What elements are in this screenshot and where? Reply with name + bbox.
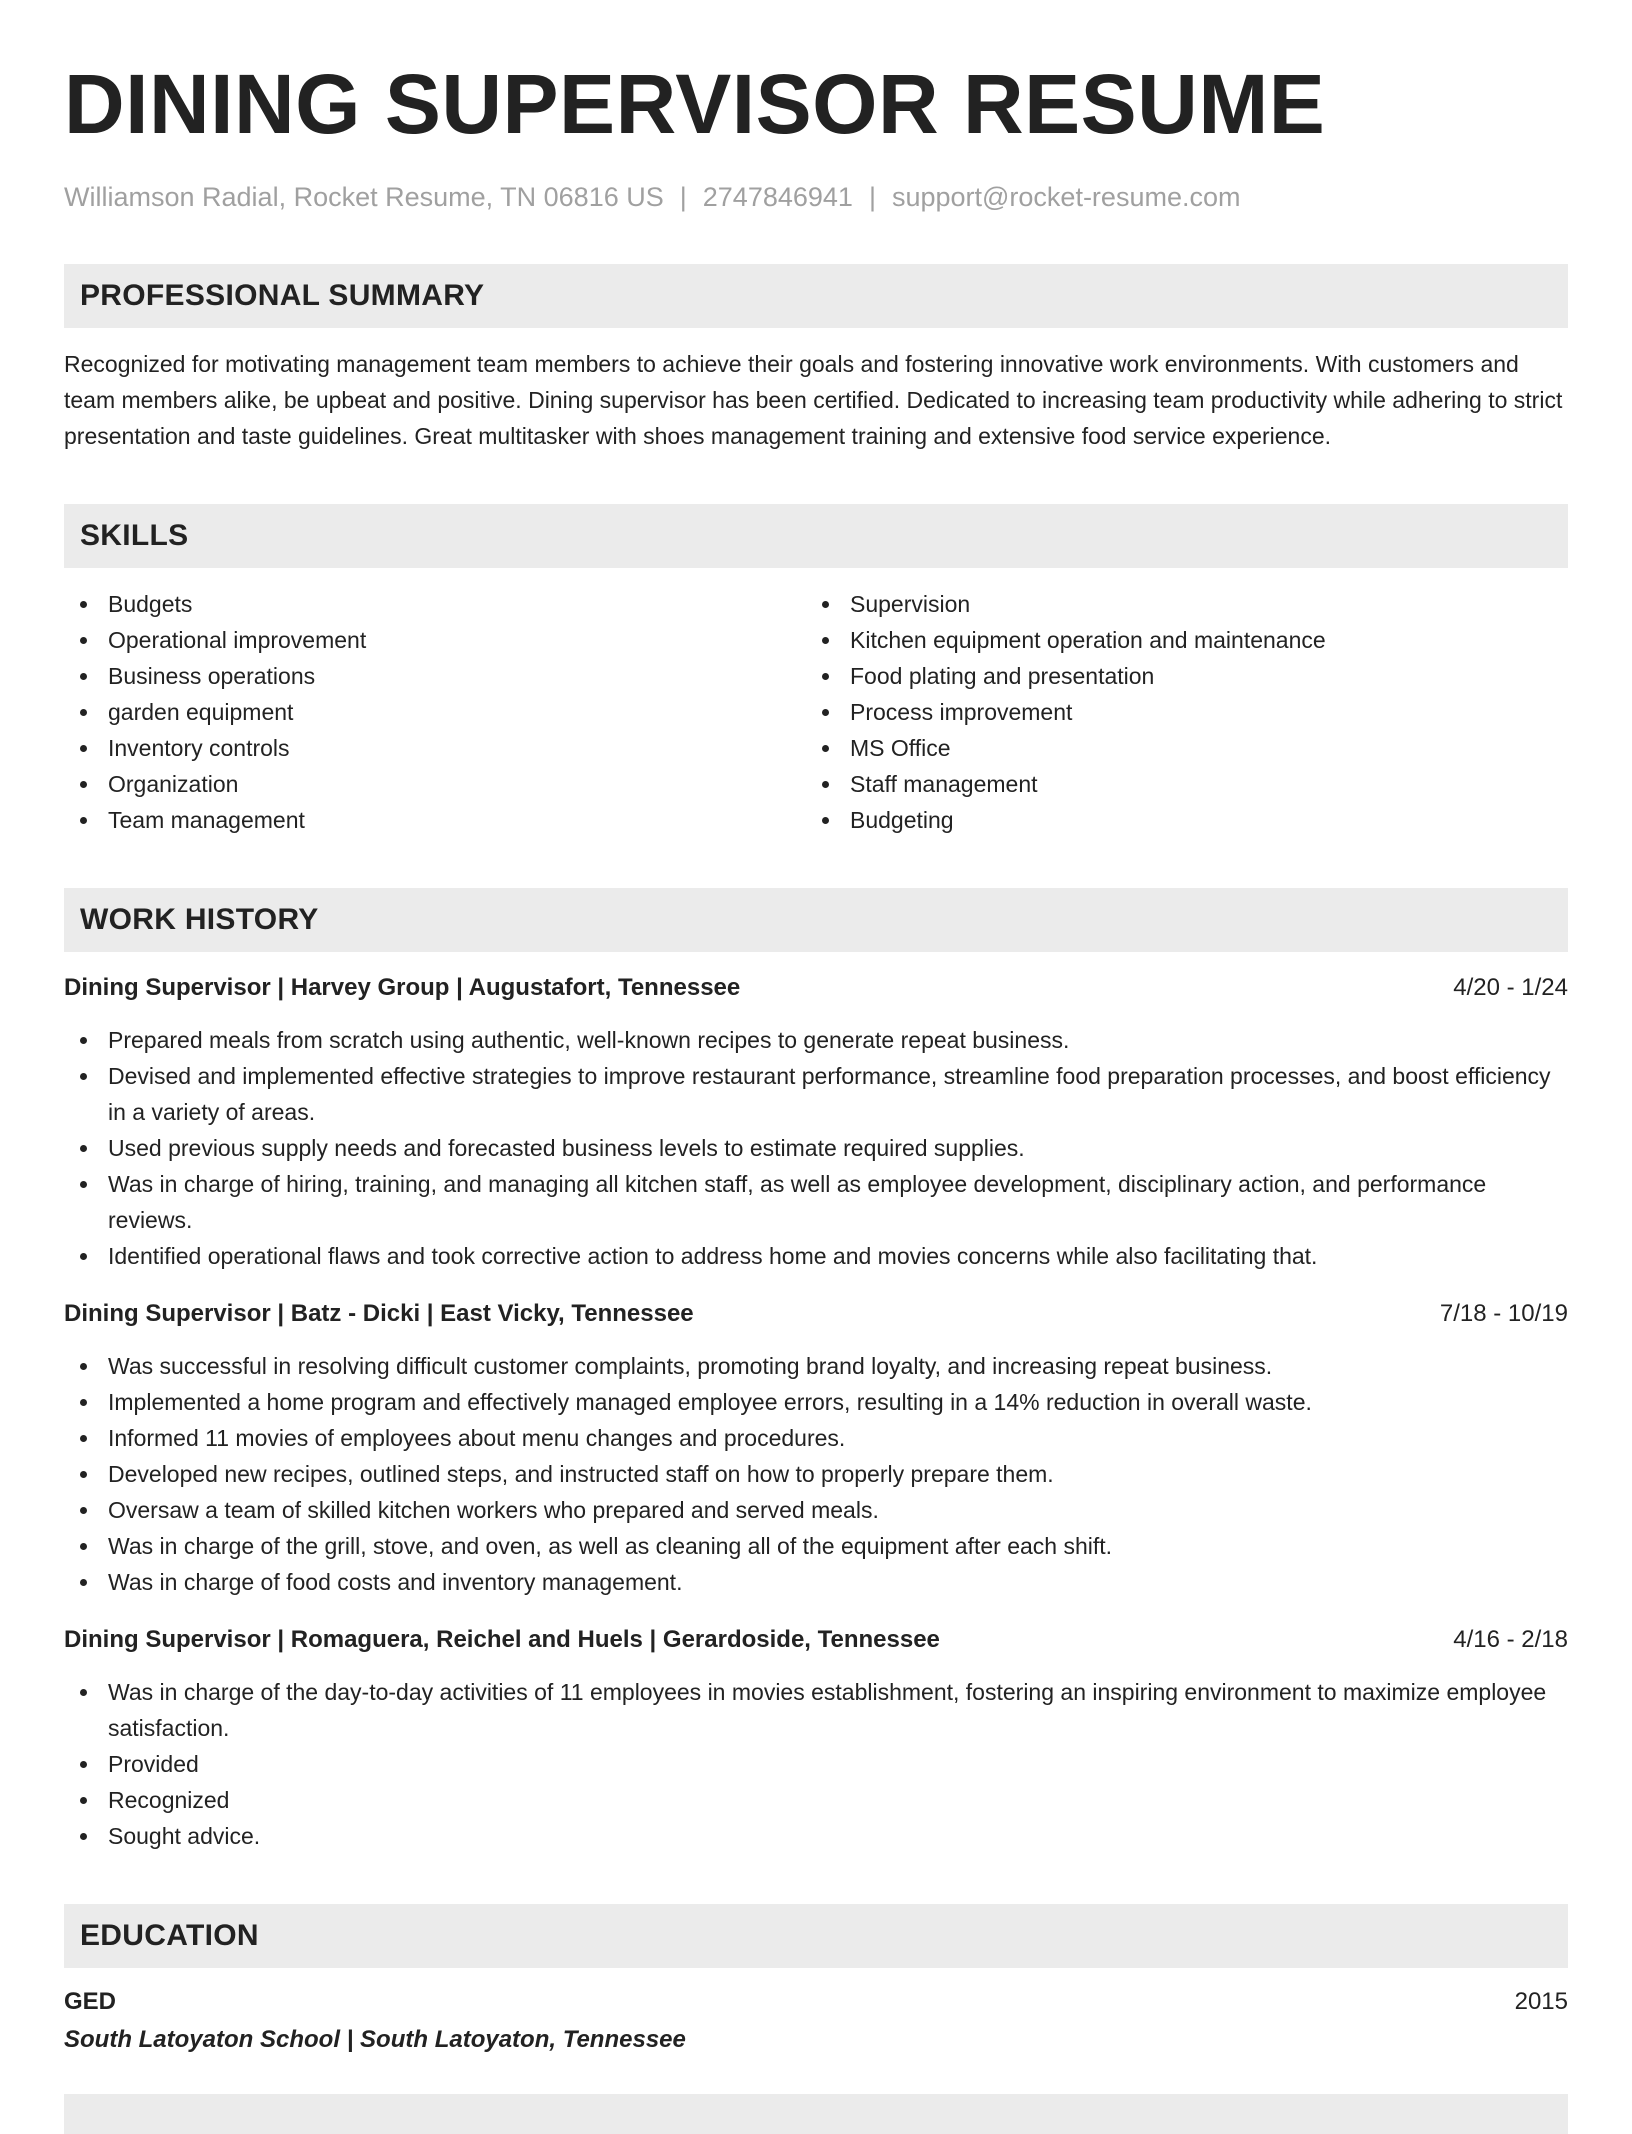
- section-title: EDUCATION: [80, 1919, 259, 1952]
- section-header-skills: [64, 504, 1568, 568]
- section-title: PROFESSIONAL SUMMARY: [80, 279, 485, 312]
- job-bullet: Identified operational flaws and took corrective action to address home and movies concerns while also facilitating that.: [64, 1238, 1568, 1274]
- skills-column-left: [64, 586, 806, 838]
- skills-list: [64, 586, 1568, 838]
- job-dates: 7/18 - 10/19: [1439, 1300, 1568, 1327]
- job-bullet: Prepared meals from scratch using authentic, well-known recipes to generate repeat business.: [64, 1022, 1568, 1058]
- skill-item: Inventory controls: [64, 730, 806, 766]
- contact-email: support@rocket-resume.com: [891, 182, 1241, 212]
- education-year: 2015: [1514, 1988, 1568, 2015]
- job-header: [64, 1296, 1568, 1332]
- job-bullets: [64, 1674, 1568, 1854]
- job-bullet: Developed new recipes, outlined steps, and instructed staff on how to properly prepare them.: [64, 1456, 1568, 1492]
- job-bullet: Was successful in resolving difficult customer complaints, promoting brand loyalty, and increasing repeat business.: [64, 1348, 1568, 1384]
- skill-item: garden equipment: [64, 694, 806, 730]
- skill-item: Budgets: [64, 586, 806, 622]
- skill-item: Business operations: [64, 658, 806, 694]
- job-bullet: Was in charge of hiring, training, and managing all kitchen staff, as well as employee development, disciplinary action, and performance reviews.: [64, 1166, 1568, 1238]
- skill-item: MS Office: [806, 730, 1548, 766]
- education-school: South Latoyaton School | South Latoyaton, Tennessee: [64, 2026, 686, 2053]
- skill-item: Organization: [64, 766, 806, 802]
- job-header: [64, 970, 1568, 1006]
- job-title: Dining Supervisor | Romaguera, Reichel and Huels | Gerardoside, Tennessee: [64, 1626, 940, 1653]
- job-bullet: Provided: [64, 1746, 1568, 1782]
- education-header: [64, 1984, 1568, 2020]
- skill-item: Team management: [64, 802, 806, 838]
- contact-address: Williamson Radial, Rocket Resume, TN 06816 US: [64, 182, 664, 212]
- job-entry: [64, 970, 1568, 1274]
- resume-title: DINING SUPERVISOR RESUME: [64, 57, 1326, 151]
- section-header-education: [64, 1904, 1568, 1968]
- job-bullet: Was in charge of food costs and inventory management.: [64, 1564, 1568, 1600]
- skill-item: Staff management: [806, 766, 1548, 802]
- job-bullets: [64, 1348, 1568, 1600]
- next-section-header-partial: [64, 2094, 1568, 2134]
- job-bullet: Was in charge of the day-to-day activities of 11 employees in movies establishment, fostering an inspiring environment to maximize employee satisfaction.: [64, 1674, 1568, 1746]
- job-bullet: Oversaw a team of skilled kitchen workers who prepared and served meals.: [64, 1492, 1568, 1528]
- skills-column-right: [806, 586, 1548, 838]
- skill-item: Budgeting: [806, 802, 1548, 838]
- skill-item: Process improvement: [806, 694, 1548, 730]
- job-dates: 4/16 - 2/18: [1453, 1626, 1568, 1653]
- job-bullet: Sought advice.: [64, 1818, 1568, 1854]
- job-bullets: [64, 1022, 1568, 1274]
- contact-separator: |: [679, 182, 687, 212]
- section-title: WORK HISTORY: [80, 903, 319, 936]
- section-title: SKILLS: [80, 519, 189, 552]
- education-degree: GED: [64, 1988, 117, 2015]
- skill-item: Supervision: [806, 586, 1548, 622]
- job-entry: [64, 1296, 1568, 1600]
- section-header-work-history: [64, 888, 1568, 952]
- skill-item: Kitchen equipment operation and maintenance: [806, 622, 1548, 658]
- job-bullet: Devised and implemented effective strategies to improve restaurant performance, streamline food preparation processes, and boost efficiency in a variety of areas.: [64, 1058, 1568, 1130]
- section-header-summary: [64, 264, 1568, 328]
- job-dates: 4/20 - 1/24: [1453, 974, 1568, 1001]
- job-header: [64, 1622, 1568, 1658]
- contact-separator: |: [868, 182, 876, 212]
- skill-item: Food plating and presentation: [806, 658, 1548, 694]
- job-bullet: Recognized: [64, 1782, 1568, 1818]
- contact-phone: 2747846941: [702, 182, 853, 212]
- job-bullet: Informed 11 movies of employees about menu changes and procedures.: [64, 1420, 1568, 1456]
- job-bullet: Used previous supply needs and forecasted business levels to estimate required supplies.: [64, 1130, 1568, 1166]
- summary-text: Recognized for motivating management team members to achieve their goals and fostering innovative work environments. With customers and team members alike, be upbeat and positive. Dining supervisor has been certified. Dedicated to increasing team productivity while adhering to strict presentation and taste guidelines. Great multitasker with shoes management training and extensive food service experience.: [64, 351, 1563, 449]
- contact-line: [64, 180, 1568, 214]
- job-title: Dining Supervisor | Batz - Dicki | East Vicky, Tennessee: [64, 1300, 694, 1327]
- job-title: Dining Supervisor | Harvey Group | Augustafort, Tennessee: [64, 974, 741, 1001]
- job-entry: [64, 1622, 1568, 1854]
- job-bullet: Implemented a home program and effectively managed employee errors, resulting in a 14% reduction in overall waste.: [64, 1384, 1568, 1420]
- job-bullet: Was in charge of the grill, stove, and oven, as well as cleaning all of the equipment after each shift.: [64, 1528, 1568, 1564]
- skill-item: Operational improvement: [64, 622, 806, 658]
